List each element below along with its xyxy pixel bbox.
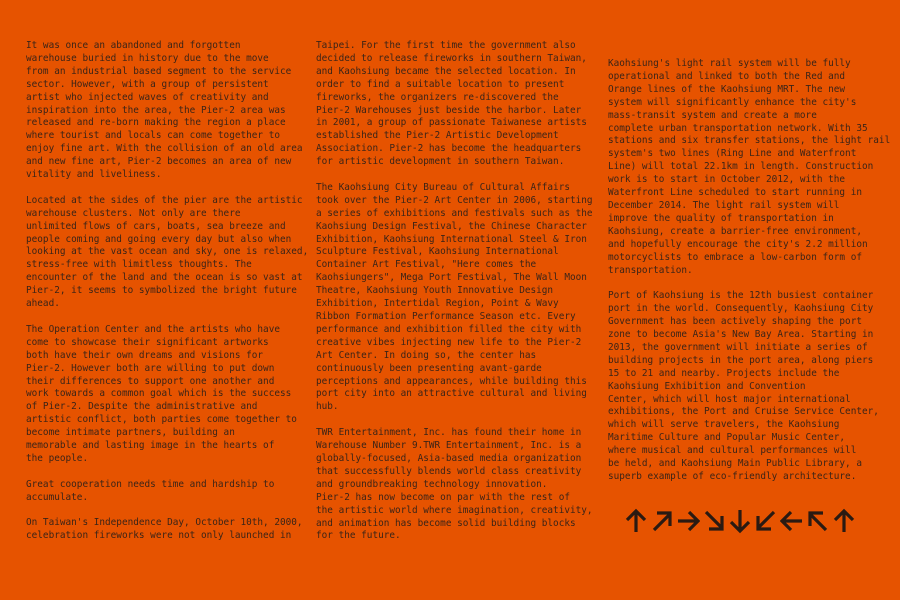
paragraph: It was once an abandoned and forgotten warehouse buried in history due to the move from an industrial based segment to the service sector. However, with a group of persistent artist who injected waves of creativity and inspiration into the area, the Pier-2 area was released and re-born making the region a place where tourist and locals can come together to enjoy fine art. With the collision of an old area and new fine art, Pier-2 becomes an area of new vitality and liveliness. [26, 40, 303, 181]
arrow-row [624, 508, 856, 534]
text-column-1 [26, 40, 316, 556]
paragraph: Kaohsiung's light rail system will be fully operational and linked to both the Red and Orange lines of the Kaohsiung MRT. The new system will significantly enhance the city's mass-transit system and create a more complete urban transportation network. With 35 stations and six transfer stations, the light rail system's two lines (Ring Line and Waterfront Line) will total 22.1km in length. Construction work is to start in October 2012, with the Waterfront Line scheduled to start running in December 2014. The light rail system will improve the quality of transportation in Kaohsiung, create a barrier-free environment, and hopefully encourage the city's 2.2 million motorcyclists to embrace a low-carbon form of transportation. [608, 58, 891, 276]
arrow-up-icon [832, 508, 856, 534]
paragraph: Taipei. For the first time the government also decided to release fireworks in southern Taiwan, and Kaohsiung became the selected location. In order to find a suitable location to present fireworks, the organizers re-discovered the Pier-2 Warehouses just beside the harbor. Later in 2001, a group of passionate Taiwanese artists established the Pier-2 Artistic Development Association. Pier-2 has become the headquarters for artistic development in southern Taiwan. [316, 40, 587, 168]
paragraph: The Kaohsiung City Bureau of Cultural Affairs took over the Pier-2 Art Center in 2006, starting a series of exhibitions and festivals such as the Kaohsiung Design Festival, the Chinese Character Exhibition, Kaohsiung International Steel & Iron Sculpture Festival, Kaohsiung International Container Art Festival, "Here comes the Kaohsiungers", Mega Port Festival, The Wall Moon Theatre, Kaohsiung Youth Innovative Design Exhibition, Intertidal Region, Point & Wavy Ribbon Formation Performance Season etc. Every performance and exhibition filled the city with creative vibes injecting new life to the Pier-2 Art Center. In doing so, the center has continuously been presenting avant-garde perceptions and appearances, while building this port city into an attractive cultural and living hub. [316, 181, 593, 413]
arrow-down-right-icon [702, 508, 726, 534]
arrow-left-icon [780, 508, 804, 534]
paragraph: On Taiwan's Independence Day, October 10th, 2000, celebration fireworks were not only launched in [26, 517, 303, 542]
paragraph: Great cooperation needs time and hardship to accumulate. [26, 478, 275, 503]
paragraph: Located at the sides of the pier are the artistic warehouse clusters. Not only are there unlimited flows of cars, boats, sea breeze and people coming and going every day but also when looking at the vast ocean and sky, one is relaxed, stress-free with limitless thoughts. The encounter of the land and the ocean is so vast at Pier-2, it seems to symbolized the bright future ahead. [26, 194, 309, 310]
paragraph: The Operation Center and the artists who have come to showcase their significant artworks both have their own dreams and visions for Pier-2. However both are willing to put down their differences to support one another and work towards a common goal which is the success of Pier-2. Despite the administrative and artistic conflict, both parties come together to become intimate partners, building an memorable and lasting image in the hearts of the people. [26, 323, 297, 464]
text-column-3 [608, 58, 898, 497]
arrow-up-icon [624, 508, 648, 534]
text-column-2 [316, 40, 606, 556]
arrow-down-icon [728, 508, 752, 534]
paragraph: Port of Kaohsiung is the 12th busiest container port in the world. Consequently, Kaohsiung City Government has been actively shaping the port zone to become Asia's New Bay Area. Starting in 2013, the government will initiate a series of building projects in the port area, along piers 15 to 21 and nearby. Projects include the Kaohsiung Exhibition and Convention Center, which will host major international exhibitions, the Port and Cruise Service Center, which will serve travelers, the Kaohsiung Maritime Culture and Popular Music Center, where musical and cultural performances will be held, and Kaohsiung Main Public Library, a superb example of eco-friendly architecture. [608, 290, 879, 482]
arrow-right-icon [676, 508, 700, 534]
paragraph: TWR Entertainment, Inc. has found their home in Warehouse Number 9.TWR Entertainment, Inc. is a globally-focused, Asia-based media organization that successfully blends world class creativity and groundbreaking technology innovation. Pier-2 has now become on par with the rest of the artistic world where imagination, creativity, and animation has become solid building blocks for the future. [316, 427, 593, 542]
arrow-up-right-icon [650, 508, 674, 534]
arrow-down-left-icon [754, 508, 778, 534]
arrow-up-left-icon [806, 508, 830, 534]
